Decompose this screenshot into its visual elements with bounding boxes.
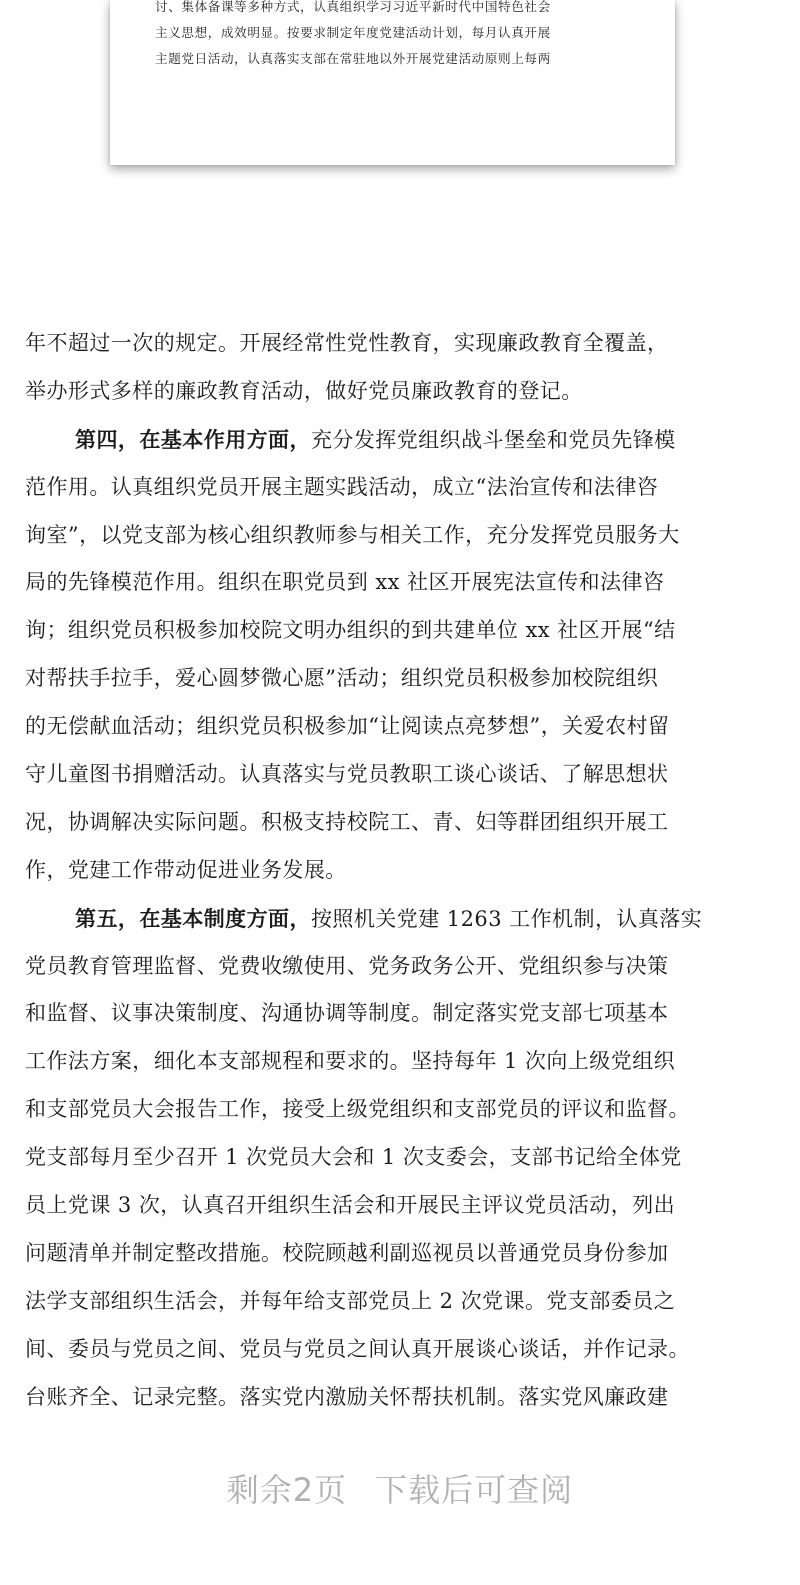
page-preview-card bbox=[110, 0, 675, 165]
body-line: 问题清单并制定整改措施。校院顾越利副巡视员以普通党员身份参加 bbox=[25, 1240, 669, 1265]
preview-text-line: 讨、集体备课等多种方式，认真组织学习习近平新时代中国特色社会 bbox=[155, 0, 551, 14]
body-line: 党支部每月至少召开 1 次党员大会和 1 次支委会，支部书记给全体党 bbox=[25, 1145, 682, 1170]
body-line: 对帮扶手拉手，爱心圆梦微心愿”活动；组织党员积极参加校院组织 bbox=[25, 666, 659, 691]
body-line: 工作法方案，细化本支部规程和要求的。坚持每年 1 次向上级党组织 bbox=[25, 1049, 676, 1074]
paragraph-four-first-line bbox=[25, 416, 775, 464]
body-line: 年不超过一次的规定。开展经常性党性教育，实现廉政教育全覆盖， bbox=[25, 331, 669, 355]
body-line: 作，党建工作带动促进业务发展。 bbox=[25, 857, 347, 882]
body-line: 范作用。认真组织党员开展主题实践活动，成立“法治宣传和法律咨 bbox=[25, 474, 659, 499]
remaining-pages-label: 剩余2页 bbox=[226, 1471, 348, 1509]
body-line: 询室”，以党支部为核心组织教师参与相关工作，充分发挥党员服务大 bbox=[25, 522, 680, 547]
body-line: 和监督、议事决策制度、沟通协调等制度。制定落实党支部七项基本 bbox=[25, 1001, 669, 1026]
preview-text-line: 主题党日活动，认真落实支部在常驻地以外开展党建活动原则上每两 bbox=[155, 51, 551, 66]
body-line: 况，协调解决实际问题。积极支持校院工、青、妇等群团组织开展工 bbox=[25, 809, 669, 834]
body-line: 间、委员与党员之间、党员与党员之间认真开展谈心谈话，并作记录。 bbox=[25, 1336, 690, 1361]
document-body bbox=[25, 320, 775, 1421]
body-line: 法学支部组织生活会，并每年给支部党员上 2 次党课。党支部委员之 bbox=[25, 1288, 676, 1313]
paragraph-five-first-line bbox=[25, 895, 775, 943]
section-heading-five: 第五，在基本制度方面， bbox=[75, 905, 311, 931]
body-text: 充分发挥党组织战斗堡垒和党员先锋模 bbox=[310, 427, 676, 452]
body-line: 举办形式多样的廉政教育活动，做好党员廉政教育的登记。 bbox=[25, 378, 583, 403]
body-line: 党员教育管理监督、党费收缴使用、党务政务公开、党组织参与决策 bbox=[25, 953, 669, 978]
body-line: 守儿童图书捐赠活动。认真落实与党员教职工谈心谈话、了解思想状 bbox=[25, 762, 669, 787]
body-line: 的无偿献血活动；组织党员积极参加“让阅读点亮梦想”，关爱农村留 bbox=[25, 714, 670, 739]
body-line: 台账齐全、记录完整。落实党内激励关怀帮扶机制。落实党风廉政建 bbox=[25, 1384, 669, 1409]
body-text: 按照机关党建 1263 工作机制，认真落实 bbox=[310, 906, 703, 931]
body-line: 局的先锋模范作用。组织在职党员到 xx 社区开展宪法宣传和法律咨 bbox=[25, 570, 665, 595]
download-to-view-label: 下载后可查阅 bbox=[375, 1471, 574, 1509]
section-heading-four: 第四，在基本作用方面， bbox=[75, 426, 311, 452]
body-line: 询；组织党员积极参加校院文明办组织的到共建单位 xx 社区开展“结 bbox=[25, 618, 676, 643]
body-line: 和支部党员大会报告工作，接受上级党组织和支部党员的评议和监督。 bbox=[25, 1097, 690, 1122]
body-line: 员上党课 3 次，认真召开组织生活会和开展民主评议党员活动，列出 bbox=[25, 1193, 676, 1218]
download-prompt[interactable] bbox=[0, 1465, 800, 1511]
preview-text-line: 主义思想，成效明显。按要求制定年度党建活动计划，每月认真开展 bbox=[155, 25, 551, 40]
